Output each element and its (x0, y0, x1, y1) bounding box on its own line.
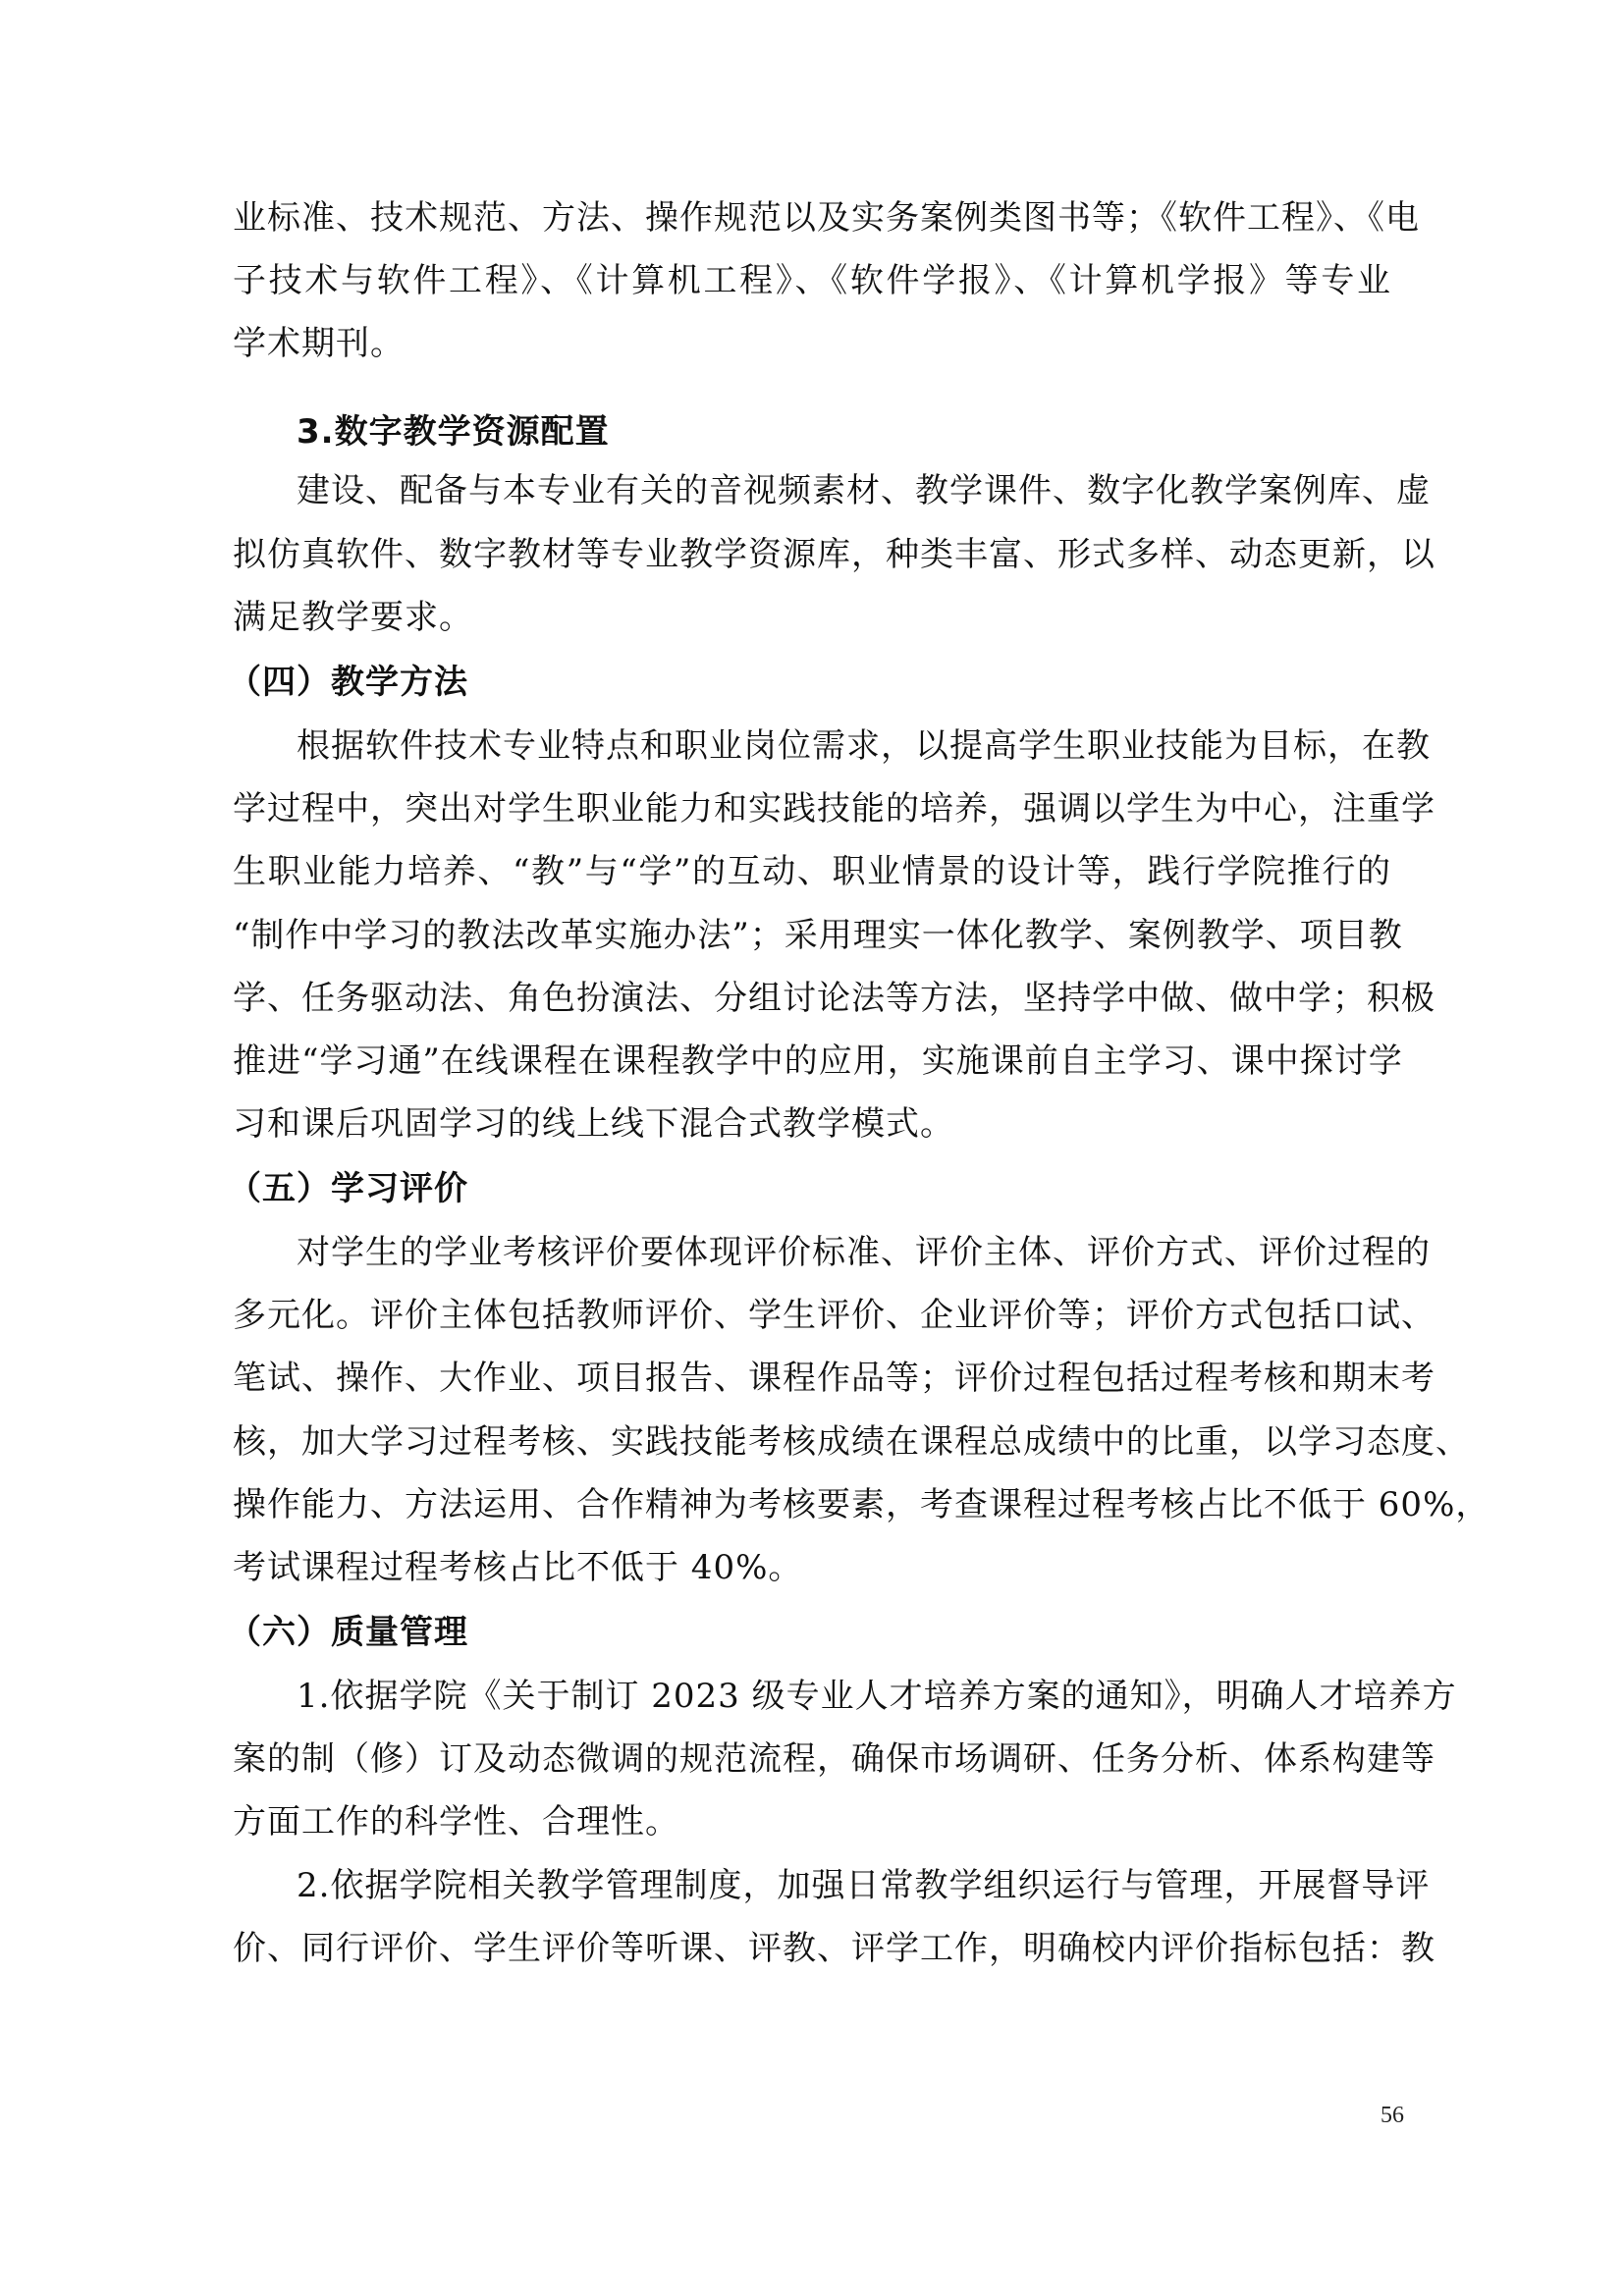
section-heading: 3.数字教学资源配置 (297, 412, 610, 452)
page-number: 56 (1380, 2103, 1404, 2128)
section-heading: （四）教学方法 (228, 663, 468, 702)
paragraph-line: 推进“学习通”在线课程在课程教学中的应用，实施课前自主学习、课中探讨学 (233, 1041, 1403, 1081)
section-heading: （五）学习评价 (228, 1169, 468, 1208)
paragraph-line: 子技术与软件工程》、《计算机工程》、《软件学报》、《计算机学报》等专业 (233, 261, 1391, 300)
paragraph-line: 拟仿真软件、数字教材等专业教学资源库，种类丰富、形式多样、动态更新，以 (233, 535, 1435, 574)
paragraph-line: 建设、配备与本专业有关的音视频素材、教学课件、数字化教学案例库、虚 (297, 471, 1431, 510)
paragraph-line: 习和课后巩固学习的线上线下混合式教学模式。 (233, 1104, 954, 1144)
paragraph-line: 案的制（修）订及动态微调的规范流程，确保市场调研、任务分析、体系构建等 (233, 1739, 1435, 1779)
section-heading: （六）质量管理 (228, 1613, 468, 1652)
paragraph-line: 笔试、操作、大作业、项目报告、课程作品等；评价过程包括过程考核和期末考 (233, 1359, 1435, 1398)
paragraph-line: 方面工作的科学性、合理性。 (233, 1802, 679, 1842)
paragraph-line: 1.依据学院《关于制订 2023 级专业人才培养方案的通知》，明确人才培养方 (297, 1677, 1457, 1716)
paragraph-line: “制作中学习的教法改革实施办法”；采用理实一体化教学、案例教学、项目教 (233, 916, 1403, 955)
paragraph-line: 满足教学要求。 (233, 598, 473, 637)
paragraph-line: 学术期刊。 (233, 324, 405, 363)
paragraph-line: 价、同行评价、学生评价等听课、评教、评学工作，明确校内评价指标包括：教 (233, 1929, 1435, 1968)
paragraph-line: 根据软件技术专业特点和职业岗位需求，以提高学生职业技能为目标，在教 (297, 726, 1431, 766)
paragraph-line: 考试课程过程考核占比不低于 40%。 (233, 1548, 803, 1587)
paragraph-line: 对学生的学业考核评价要体现评价标准、评价主体、评价方式、评价过程的 (297, 1233, 1431, 1272)
paragraph-line: 生职业能力培养、“教”与“学”的互动、职业情景的设计等，践行学院推行的 (233, 852, 1391, 891)
paragraph-line: 学、任务驱动法、角色扮演法、分组讨论法等方法，坚持学中做、做中学；积极 (233, 979, 1435, 1018)
paragraph-line: 操作能力、方法运用、合作精神为考核要素，考查课程过程考核占比不低于 60%， (233, 1485, 1490, 1524)
paragraph-line: 2.依据学院相关教学管理制度，加强日常教学组织运行与管理，开展督导评 (297, 1866, 1431, 1905)
paragraph-line: 业标准、技术规范、方法、操作规范以及实务案例类图书等；《软件工程》、《电 (233, 198, 1420, 238)
paragraph-line: 多元化。评价主体包括教师评价、学生评价、企业评价等；评价方式包括口试、 (233, 1296, 1435, 1335)
paragraph-line: 学过程中，突出对学生职业能力和实践技能的培养，强调以学生为中心，注重学 (233, 789, 1435, 828)
paragraph-line: 核，加大学习过程考核、实践技能考核成绩在课程总成绩中的比重，以学习态度、 (233, 1422, 1470, 1462)
